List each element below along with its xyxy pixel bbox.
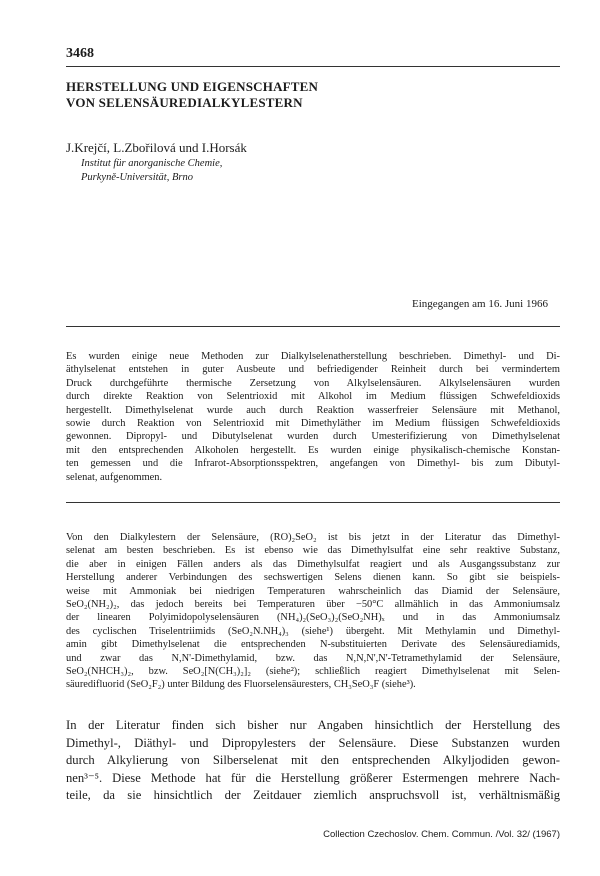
abstract-line: hergestellt. Dimethylselenat wurde auch durch Reaktion wasserfreier Selensäure mit Methanol, <box>66 404 560 416</box>
article-title <box>66 79 318 111</box>
main-line: Dimethyl-, Diäthyl- und Dipropylesters der Selensäure. Diese Substanzen wurden <box>66 735 560 750</box>
introduction-paragraph <box>66 531 560 692</box>
intro-line: Herstellung anderer Verbindungen des sechswertigen Selens dienen kann. So gibt sie beispiels- <box>66 572 560 584</box>
abstract-bottom-rule <box>66 502 560 503</box>
page-number: 3468 <box>66 46 94 61</box>
abstract-line: ten gemessen und die Infrarot-Absorptionsspektren, angefangen von Dimethyl- bis zum Dibutyl- <box>66 458 560 470</box>
intro-line: Von den Dialkylestern der Selensäure, (RO)₂SeO₂ ist bis jetzt in der Literatur das Dimethyl- <box>66 532 560 543</box>
affiliation-line-2: Purkyně-Universität, Brno <box>81 172 193 183</box>
abstract-line: mit den entsprechenden Alkoholen hergestellt. Es wurden einige physikalisch-chemische Konstan- <box>66 444 560 456</box>
title-line-1: HERSTELLUNG UND EIGENSCHAFTEN <box>66 79 319 94</box>
intro-line: amin gibt Dimethylselenat die entsprechenden N-substituierten Derivate des Selensäurediamids, <box>66 639 560 651</box>
abstract <box>66 350 560 484</box>
abstract-line: sowie durch Reaktion von Selentrioxid mit Dimethyläther im Medium flüssigen Schwefeldioxids <box>66 418 560 430</box>
abstract-line: äthylselenat entstehen in guter Ausbeute und befriedigender Reinheit durch bei vermindertem <box>66 364 560 376</box>
intro-line: SeO₂(NH₂)₂, das jedoch bereits bei Temperaturen über −50°C allmählich in das Ammoniumsalz <box>66 599 560 611</box>
abstract-line: selenat, aufgenommen. <box>66 471 163 483</box>
title-line-2: VON SELENSÄUREDIALKYLESTERN <box>66 95 303 110</box>
main-line: In der Literatur finden sich bisher nur Angaben hinsichtlich der Herstellung des <box>66 718 560 732</box>
journal-footer: Collection Czechoslov. Chem. Commun. /Vol. 32/ (1967) <box>323 829 560 840</box>
abstract-line: Es wurden einige neue Methoden zur Dialkylselenatherstellung beschrieben. Dimethyl- und Di- <box>66 351 560 362</box>
abstract-line: Druck durchgeführte thermische Zersetzung von Alkylselensäuren. Alkylselensäuren wurden <box>66 377 560 389</box>
abstract-line: gewonnen. Dipropyl- und Dibutylselenat wurden durch Umesterifizierung von Dimethylselenat <box>66 431 560 443</box>
header-rule <box>66 66 560 67</box>
affiliation <box>81 157 222 185</box>
intro-line: SeO₂(NHCH₃)₂, bzw. SeO₂[N(CH₃)₂]₂ (siehe²); schließlich reagiert Dimethylselenat mit Selen- <box>66 666 560 678</box>
authors: J.Krejčí, L.Zbořilová und I.Horsák <box>66 140 247 155</box>
intro-line: säuredifluorid (SeO₂F₂) unter Bildung des Fluorselensäuresters, CH₃SeO₃F (siehe³). <box>66 679 416 691</box>
abstract-top-rule <box>66 326 560 327</box>
intro-line: des cyclischen Triselentriimids (SeO₂N.NH₄)₃ (siehe¹) übergeht. Mit Methylamin und Dimethyl- <box>66 625 560 637</box>
intro-line: die aber in einigen Fällen anders als das Dimethylsulfat reagiert und als Ausgangssubstanz zur <box>66 558 560 570</box>
main-line: nen³⁻⁵. Diese Methode hat für die Herstellung größerer Estermengen mehrere Nach- <box>66 770 560 785</box>
received-date: Eingegangen am 16. Juni 1966 <box>412 298 548 310</box>
main-line: durch Alkylierung von Silberselenat mit den entsprechenden Alkyljodiden gewon- <box>66 753 560 768</box>
abstract-line: durch direkte Reaktion von Selentrioxid mit Alkohol im Medium flüssigen Schwefeldioxids <box>66 391 560 403</box>
intro-line: selenat am besten beschrieben. Es ist ebenso wie das Dimethylsulfat eine sehr reaktive Substanz, <box>66 545 560 557</box>
main-paragraph <box>66 717 560 805</box>
intro-line: weise mit Ammoniak bei niedrigen Temperaturen wahrscheinlich das Diamid der Selensäure, <box>66 585 560 597</box>
intro-line: der linearen Polyimidopolyselensäuren (NH₄)₂(SeO₃)₂(SeO₂NH)ₓ und in das Ammoniumsalz <box>66 612 560 624</box>
main-line: teile, da sie hinsichtlich der Zeitdauer ziemlich anspruchsvoll ist, verhältnismäßig <box>66 788 560 803</box>
intro-line: und zwar das N,N'-Dimethylamid, bzw. das N,N,N',N'-Tetramethylamid der Selensäure, <box>66 652 560 664</box>
affiliation-line-1: Institut für anorganische Chemie, <box>81 158 223 169</box>
